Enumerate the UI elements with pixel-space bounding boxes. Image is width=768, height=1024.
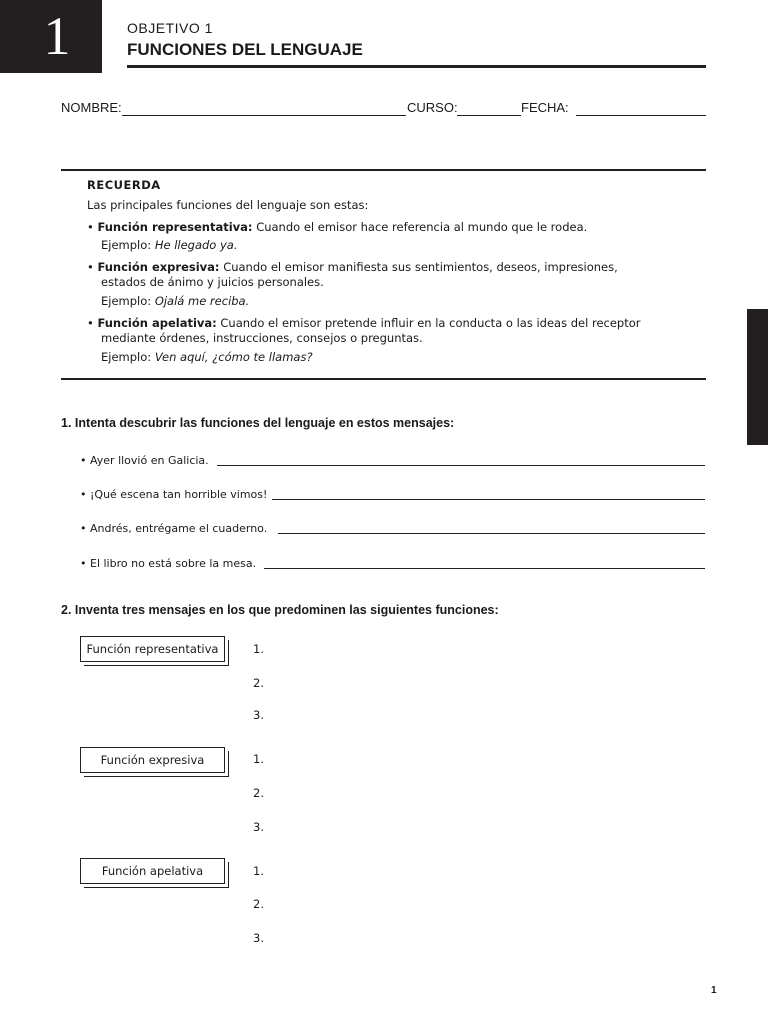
recuerda-item: • Función expresiva: Cuando el emisor manifiesta sus sentimientos, deseos, impresiones,	[87, 260, 618, 274]
course-label: CURSO:	[407, 100, 458, 115]
recuerda-intro: Las principales funciones del lenguaje son estas:	[87, 198, 369, 212]
name-label: NOMBRE:	[61, 100, 122, 115]
question-number: 1.	[61, 416, 72, 430]
list-item: • ¡Qué escena tan horrible vimos!	[80, 488, 268, 501]
example-text: Ojalá me reciba.	[154, 294, 250, 308]
example-label: Ejemplo:	[101, 350, 152, 364]
page-title: FUNCIONES DEL LENGUAJE	[127, 40, 363, 59]
answer-number[interactable]: 3.	[253, 931, 264, 945]
recuerda-example	[101, 294, 249, 309]
recuerda-top-rule	[61, 169, 706, 171]
message-text: ¡Qué escena tan horrible vimos!	[90, 488, 268, 501]
recuerda-heading: RECUERDA	[87, 178, 161, 192]
message-text: El libro no está sobre la mesa.	[90, 557, 257, 570]
list-item: • Andrés, entrégame el cuaderno.	[80, 522, 268, 535]
course-field[interactable]	[457, 115, 521, 116]
recuerda-example	[101, 350, 313, 365]
unit-number: 1	[43, 6, 71, 66]
recuerda-example	[101, 238, 238, 253]
question-number: 2.	[61, 603, 72, 617]
answer-line[interactable]	[264, 568, 705, 569]
page-number: 1	[711, 985, 717, 996]
example-text: Ven aquí, ¿cómo te llamas?	[154, 350, 313, 364]
example-label: Ejemplo:	[101, 294, 152, 308]
message-text: Ayer llovió en Galicia.	[90, 454, 209, 467]
answer-number[interactable]: 2.	[253, 676, 264, 690]
date-field[interactable]	[576, 115, 706, 116]
function-label-box: Función representativa	[80, 636, 225, 662]
function-label-box: Función expresiva	[80, 747, 225, 773]
recuerda-item: • Función apelativa: Cuando el emisor pretende influir en la conducta o las ideas del receptor	[87, 316, 641, 330]
question-text: Inventa tres mensajes en los que predominen las siguientes funciones:	[74, 603, 499, 617]
recuerda-def-cont: estados de ánimo y juicios personales.	[101, 275, 324, 289]
answer-number[interactable]: 1.	[253, 864, 264, 878]
answer-line[interactable]	[272, 499, 705, 500]
answer-line[interactable]	[278, 533, 705, 534]
answer-number[interactable]: 2.	[253, 786, 264, 800]
recuerda-def: Cuando el emisor manifiesta sus sentimientos, deseos, impresiones,	[223, 260, 618, 274]
recuerda-term: Función expresiva:	[97, 260, 220, 274]
answer-number[interactable]: 1.	[253, 642, 264, 656]
recuerda-term: Función apelativa:	[97, 316, 217, 330]
objective-label: OBJETIVO 1	[127, 20, 213, 36]
list-item: • Ayer llovió en Galicia.	[80, 454, 209, 467]
date-label: FECHA:	[521, 100, 569, 115]
recuerda-term: Función representativa:	[97, 220, 253, 234]
example-text: He llegado ya.	[154, 238, 238, 252]
recuerda-def: Cuando el emisor pretende influir en la conducta o las ideas del receptor	[220, 316, 641, 330]
side-tab	[747, 309, 768, 445]
example-label: Ejemplo:	[101, 238, 152, 252]
recuerda-bottom-rule	[61, 378, 706, 380]
answer-number[interactable]: 3.	[253, 708, 264, 722]
function-label-box: Función apelativa	[80, 858, 225, 884]
recuerda-item: • Función representativa: Cuando el emisor hace referencia al mundo que le rodea.	[87, 220, 588, 234]
answer-number[interactable]: 1.	[253, 752, 264, 766]
question-text: Intenta descubrir las funciones del lenguaje en estos mensajes:	[74, 416, 455, 430]
message-text: Andrés, entrégame el cuaderno.	[90, 522, 268, 535]
title-divider	[127, 65, 706, 68]
question-2-title	[61, 603, 499, 617]
recuerda-def-cont: mediante órdenes, instrucciones, consejos o preguntas.	[101, 331, 423, 345]
question-1-title	[61, 416, 454, 430]
answer-line[interactable]	[217, 465, 705, 466]
recuerda-def: Cuando el emisor hace referencia al mundo que le rodea.	[256, 220, 588, 234]
answer-number[interactable]: 3.	[253, 820, 264, 834]
answer-number[interactable]: 2.	[253, 897, 264, 911]
name-field[interactable]	[122, 115, 406, 116]
list-item: • El libro no está sobre la mesa.	[80, 557, 257, 570]
unit-number-block	[0, 0, 102, 73]
